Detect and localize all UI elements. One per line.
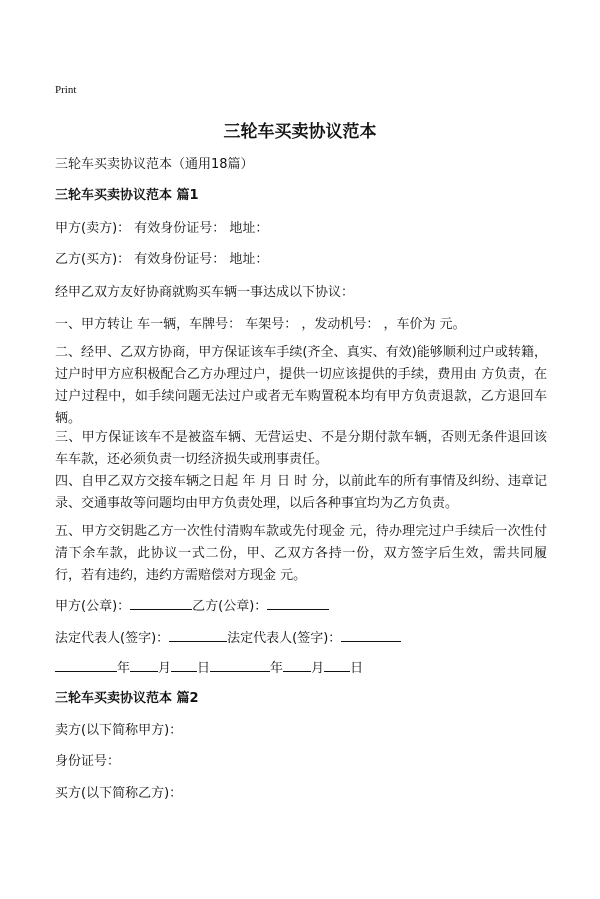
section-heading-part1: 三轮车买卖协议范本 篇1 xyxy=(55,188,199,203)
date-blank-day-2 xyxy=(324,658,350,672)
part2-id: 身份证号： xyxy=(55,754,121,769)
month-label-1: 月 xyxy=(158,661,172,676)
year-label-2: 年 xyxy=(270,661,284,676)
date-line xyxy=(55,657,363,676)
document-title: 三轮车买卖协议范本 xyxy=(223,122,377,142)
buyer-line: 乙方(买方)： 有效身份证号： 地址： xyxy=(55,252,269,267)
day-label-1: 日 xyxy=(197,661,211,676)
clause-1: 一、甲方转让 车一辆，车牌号： 车架号： ，发动机号： ，车价为 元。 xyxy=(55,317,466,332)
seal-party-a-blank xyxy=(130,596,192,610)
date-blank-year-2 xyxy=(210,658,270,672)
representative-line xyxy=(55,627,401,646)
seal-party-b-label: 乙方(公章)： xyxy=(192,599,268,614)
seller-line: 甲方(卖方)： 有效身份证号： 地址： xyxy=(55,221,269,236)
day-label-2: 日 xyxy=(350,661,364,676)
seal-party-a-label: 甲方(公章)： xyxy=(55,599,131,614)
rep-a-label: 法定代表人(签字)： xyxy=(55,631,170,646)
seal-line xyxy=(55,595,329,614)
agreement-intro: 经甲乙双方友好协商就购买车辆一事达成以下协议： xyxy=(55,285,355,300)
rep-b-blank xyxy=(341,628,401,642)
rep-a-blank xyxy=(169,628,227,642)
clause-2: 二、经甲、乙双方协商，甲方保证该车手续(齐全、真实、有效)能够顺利过户或转籍，过户时甲方应积极配合乙方办理过户，提供一切应该提供的手续，费用由 方负责，在过户过程中，如手续问题无法过户或者无车购置税本均有甲方负责退款，乙方退回车辆。 xyxy=(55,345,547,426)
document-subtitle: 三轮车买卖协议范本（通用18篇） xyxy=(55,157,254,172)
seal-party-b-blank xyxy=(267,596,329,610)
part2-buyer: 买方(以下简称乙方)： xyxy=(55,786,183,801)
date-blank-month-2 xyxy=(283,658,311,672)
clause-4: 四、自甲乙双方交接车辆之日起 年 月 日 时 分，以前此车的所有事情及纠纷、违章记录、交通事故等问题均由甲方负责处理，以后各种事宜均为乙方负责。 xyxy=(55,474,547,511)
rep-b-label: 法定代表人(签字)： xyxy=(227,631,342,646)
date-blank-month-1 xyxy=(130,658,158,672)
year-label-1: 年 xyxy=(117,661,131,676)
date-blank-day-1 xyxy=(171,658,197,672)
clause-5: 五、甲方交钥匙乙方一次性付清购车款或先付现金 元，待办理完过户手续后一次性付清下余车款，此协议一式二份，甲、乙双方各持一份，双方签字后生效，需共同履行，若有违约，违约方需赔偿对方现金 元。 xyxy=(55,524,547,583)
part2-seller: 卖方(以下简称甲方)： xyxy=(55,723,183,738)
section-heading-part2: 三轮车买卖协议范本 篇2 xyxy=(55,691,199,706)
print-label: Print xyxy=(55,84,77,96)
date-blank-year-1 xyxy=(55,658,117,672)
clause-3: 三、甲方保证该车不是被盗车辆、无营运史、不是分期付款车辆，否则无条件退回该车车款，还必须负责一切经济损失或刑事责任。 xyxy=(55,430,547,467)
month-label-2: 月 xyxy=(311,661,325,676)
